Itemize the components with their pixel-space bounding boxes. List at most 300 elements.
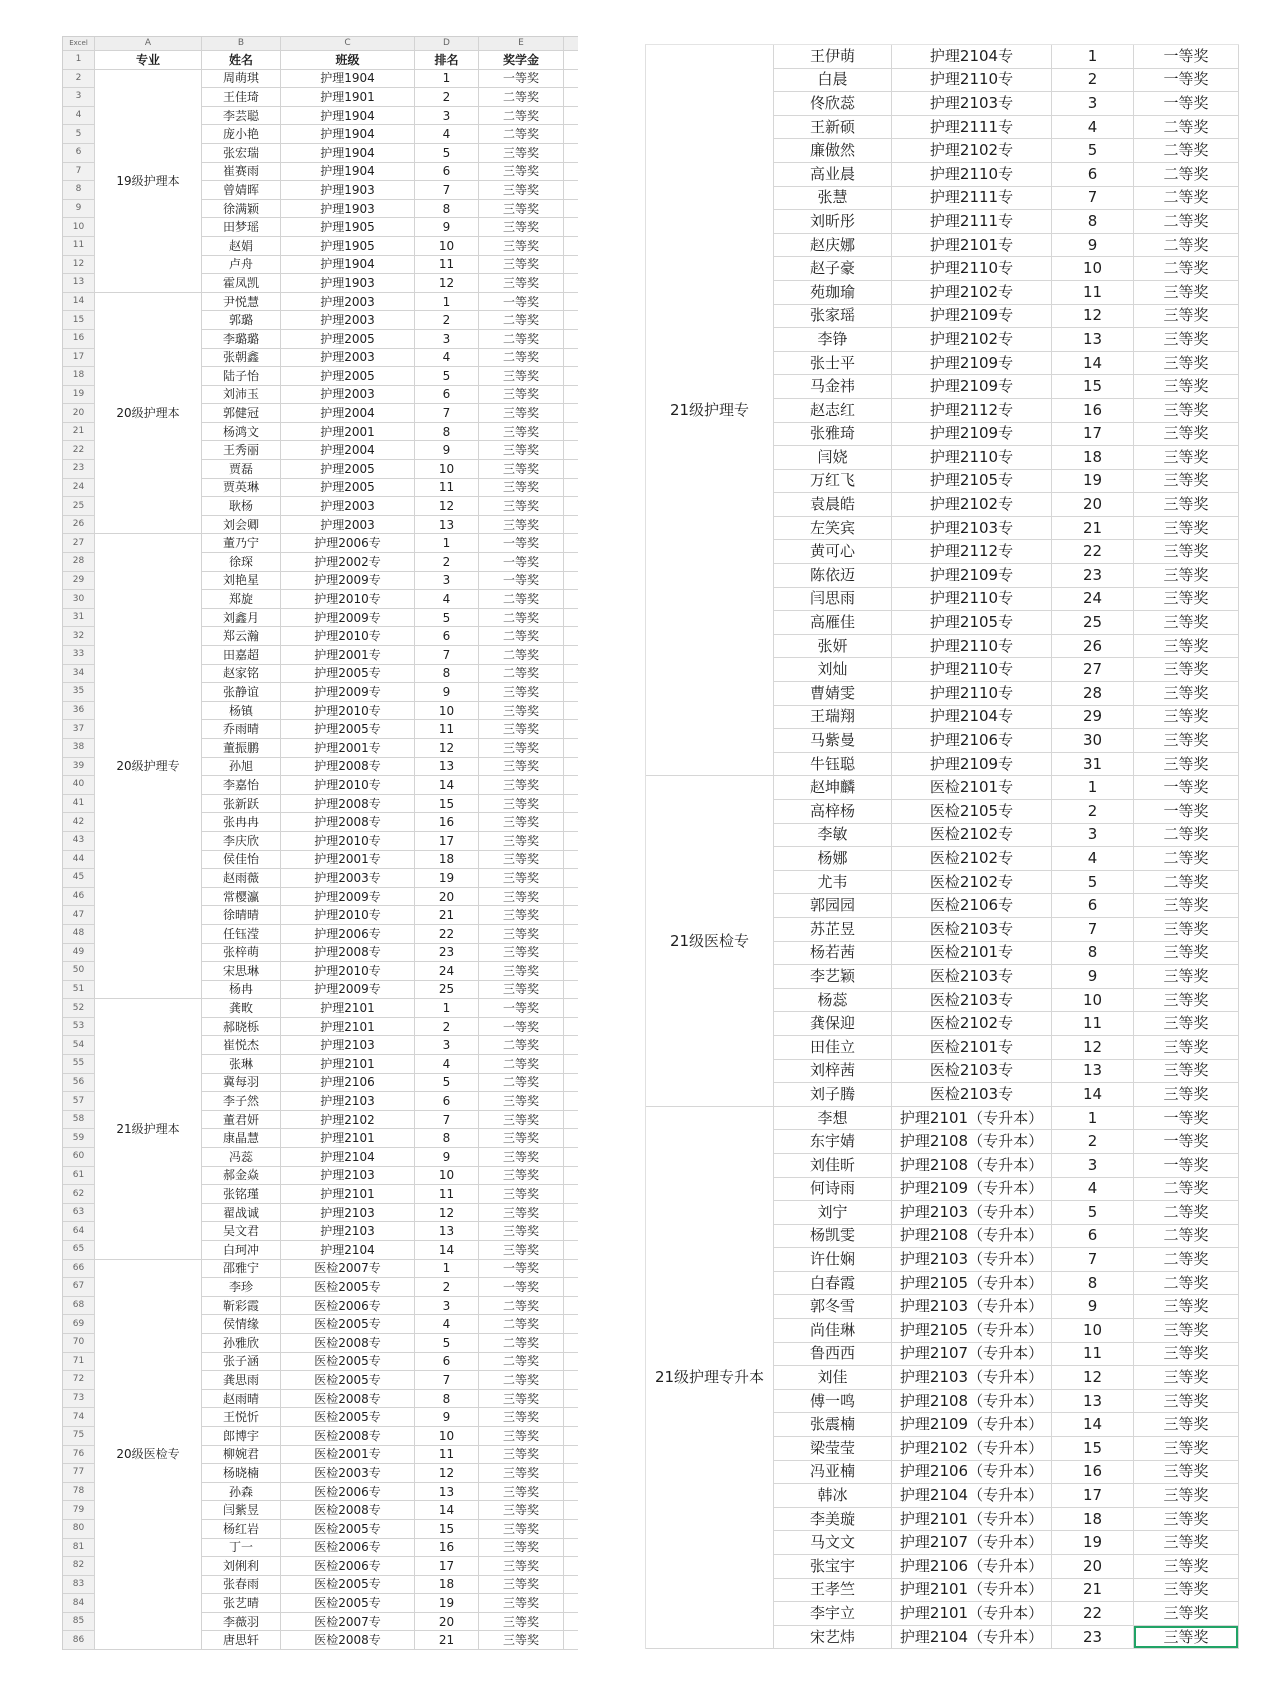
class-cell[interactable]: 护理2003 bbox=[281, 516, 415, 535]
name-cell[interactable]: 李芸聪 bbox=[202, 107, 281, 126]
empty-cell[interactable] bbox=[564, 813, 578, 832]
name-cell[interactable]: 刘鑫月 bbox=[202, 609, 281, 628]
class-cell[interactable]: 护理2005 bbox=[281, 330, 415, 349]
rank-cell[interactable]: 19 bbox=[1052, 470, 1134, 494]
rank-cell[interactable]: 13 bbox=[415, 758, 479, 777]
class-cell[interactable]: 护理2101专 bbox=[892, 234, 1052, 258]
name-cell[interactable]: 马文文 bbox=[774, 1531, 892, 1555]
award-cell[interactable]: 二等奖 bbox=[479, 665, 564, 684]
empty-cell[interactable] bbox=[564, 1074, 578, 1093]
name-cell[interactable]: 侯情缘 bbox=[202, 1315, 281, 1334]
award-cell[interactable]: 三等奖 bbox=[479, 1129, 564, 1148]
class-cell[interactable]: 护理1901 bbox=[281, 88, 415, 107]
class-cell[interactable]: 护理2102专 bbox=[892, 328, 1052, 352]
name-cell[interactable]: 徐晴晴 bbox=[202, 906, 281, 925]
award-cell[interactable]: 二等奖 bbox=[479, 88, 564, 107]
name-cell[interactable]: 高业晨 bbox=[774, 163, 892, 187]
rank-cell[interactable]: 11 bbox=[1052, 1012, 1134, 1036]
row-number[interactable]: 22 bbox=[63, 441, 95, 460]
award-cell[interactable]: 三等奖 bbox=[479, 1557, 564, 1576]
award-cell[interactable]: 三等奖 bbox=[479, 1446, 564, 1465]
row-number[interactable]: 31 bbox=[63, 609, 95, 628]
award-cell[interactable]: 二等奖 bbox=[479, 107, 564, 126]
rank-cell[interactable]: 16 bbox=[415, 1539, 479, 1558]
award-cell[interactable]: 三等奖 bbox=[1134, 1555, 1239, 1579]
rank-cell[interactable]: 13 bbox=[1052, 1060, 1134, 1084]
award-cell[interactable]: 三等奖 bbox=[479, 1148, 564, 1167]
rank-cell[interactable]: 7 bbox=[1052, 918, 1134, 942]
name-cell[interactable]: 苑珈瑜 bbox=[774, 281, 892, 305]
rank-cell[interactable]: 1 bbox=[415, 999, 479, 1018]
name-cell[interactable]: 李艺颖 bbox=[774, 965, 892, 989]
class-cell[interactable]: 护理2009专 bbox=[281, 572, 415, 591]
rank-cell[interactable]: 9 bbox=[1052, 234, 1134, 258]
name-cell[interactable]: 杨冉 bbox=[202, 981, 281, 1000]
empty-cell[interactable] bbox=[564, 646, 578, 665]
award-cell[interactable]: 三等奖 bbox=[479, 720, 564, 739]
row-number[interactable]: 62 bbox=[63, 1185, 95, 1204]
class-cell[interactable]: 护理2105（专升本） bbox=[892, 1319, 1052, 1343]
empty-cell[interactable] bbox=[564, 999, 578, 1018]
major-cell[interactable]: 20级护理本 bbox=[95, 293, 202, 535]
class-cell[interactable]: 护理2109专 bbox=[892, 753, 1052, 777]
empty-cell[interactable] bbox=[564, 516, 578, 535]
award-cell[interactable]: 一等奖 bbox=[1134, 800, 1239, 824]
row-number[interactable]: 33 bbox=[63, 646, 95, 665]
award-cell[interactable]: 三等奖 bbox=[479, 1111, 564, 1130]
class-cell[interactable]: 医检2101专 bbox=[892, 942, 1052, 966]
class-cell[interactable]: 护理2009专 bbox=[281, 683, 415, 702]
row-number[interactable]: 26 bbox=[63, 516, 95, 535]
row-number[interactable]: 16 bbox=[63, 330, 95, 349]
name-cell[interactable]: 张家瑶 bbox=[774, 305, 892, 329]
column-header-extra[interactable] bbox=[564, 37, 578, 51]
class-cell[interactable]: 护理2001专 bbox=[281, 851, 415, 870]
row-number[interactable]: 67 bbox=[63, 1278, 95, 1297]
class-cell[interactable]: 护理2110专 bbox=[892, 682, 1052, 706]
class-cell[interactable]: 医检2003专 bbox=[281, 1464, 415, 1483]
name-cell[interactable]: 尤韦 bbox=[774, 871, 892, 895]
award-cell[interactable]: 二等奖 bbox=[479, 1074, 564, 1093]
name-cell[interactable]: 张宝宇 bbox=[774, 1555, 892, 1579]
name-cell[interactable]: 卢舟 bbox=[202, 256, 281, 275]
header-class[interactable]: 班级 bbox=[281, 51, 415, 70]
rank-cell[interactable]: 6 bbox=[415, 627, 479, 646]
rank-cell[interactable]: 31 bbox=[1052, 753, 1134, 777]
rank-cell[interactable]: 9 bbox=[415, 218, 479, 237]
rank-cell[interactable]: 13 bbox=[415, 1222, 479, 1241]
name-cell[interactable]: 赵雨薇 bbox=[202, 869, 281, 888]
name-cell[interactable]: 刘灿 bbox=[774, 658, 892, 682]
rank-cell[interactable]: 13 bbox=[1052, 1390, 1134, 1414]
row-number[interactable]: 29 bbox=[63, 572, 95, 591]
row-number[interactable]: 53 bbox=[63, 1018, 95, 1037]
class-cell[interactable]: 医检2106专 bbox=[892, 894, 1052, 918]
name-cell[interactable]: 东宇婧 bbox=[774, 1130, 892, 1154]
class-cell[interactable]: 护理2008专 bbox=[281, 795, 415, 814]
class-cell[interactable]: 护理2009专 bbox=[281, 981, 415, 1000]
rank-cell[interactable]: 11 bbox=[415, 256, 479, 275]
empty-cell[interactable] bbox=[564, 553, 578, 572]
name-cell[interactable]: 黄可心 bbox=[774, 540, 892, 564]
award-cell[interactable]: 三等奖 bbox=[1134, 281, 1239, 305]
row-number[interactable]: 82 bbox=[63, 1557, 95, 1576]
class-cell[interactable]: 护理2104专 bbox=[892, 45, 1052, 69]
award-cell[interactable]: 三等奖 bbox=[1134, 1012, 1239, 1036]
rank-cell[interactable]: 24 bbox=[1052, 588, 1134, 612]
class-cell[interactable]: 医检2005专 bbox=[281, 1576, 415, 1595]
rank-cell[interactable]: 3 bbox=[415, 572, 479, 591]
rank-cell[interactable]: 10 bbox=[415, 1427, 479, 1446]
name-cell[interactable]: 崔赛雨 bbox=[202, 163, 281, 182]
rank-cell[interactable]: 13 bbox=[415, 1483, 479, 1502]
name-cell[interactable]: 左笑宾 bbox=[774, 517, 892, 541]
class-cell[interactable]: 护理2106专 bbox=[892, 729, 1052, 753]
empty-cell[interactable] bbox=[564, 1241, 578, 1260]
row-number[interactable]: 25 bbox=[63, 497, 95, 516]
class-cell[interactable]: 医检2006专 bbox=[281, 1539, 415, 1558]
award-cell[interactable]: 三等奖 bbox=[1134, 989, 1239, 1013]
row-number[interactable]: 65 bbox=[63, 1241, 95, 1260]
rank-cell[interactable]: 1 bbox=[1052, 776, 1134, 800]
award-cell[interactable]: 三等奖 bbox=[479, 1613, 564, 1632]
award-cell[interactable]: 三等奖 bbox=[1134, 918, 1239, 942]
award-cell[interactable]: 三等奖 bbox=[479, 367, 564, 386]
empty-cell[interactable] bbox=[564, 330, 578, 349]
award-cell[interactable]: 三等奖 bbox=[479, 1092, 564, 1111]
empty-cell[interactable] bbox=[564, 1353, 578, 1372]
rank-cell[interactable]: 18 bbox=[415, 1576, 479, 1595]
class-cell[interactable]: 护理2104专 bbox=[892, 706, 1052, 730]
rank-cell[interactable]: 7 bbox=[415, 646, 479, 665]
row-number[interactable]: 32 bbox=[63, 627, 95, 646]
name-cell[interactable]: 赵庆娜 bbox=[774, 234, 892, 258]
row-number[interactable]: 14 bbox=[63, 293, 95, 312]
name-cell[interactable]: 王瑞翔 bbox=[774, 706, 892, 730]
name-cell[interactable]: 袁晨皓 bbox=[774, 493, 892, 517]
rank-cell[interactable]: 6 bbox=[415, 386, 479, 405]
class-cell[interactable]: 医检2102专 bbox=[892, 1012, 1052, 1036]
empty-cell[interactable] bbox=[564, 1018, 578, 1037]
row-number[interactable]: 27 bbox=[63, 534, 95, 553]
name-cell[interactable]: 贾英琳 bbox=[202, 479, 281, 498]
row-number[interactable]: 56 bbox=[63, 1074, 95, 1093]
rank-cell[interactable]: 21 bbox=[415, 906, 479, 925]
class-cell[interactable]: 护理2111专 bbox=[892, 210, 1052, 234]
award-cell[interactable]: 三等奖 bbox=[479, 497, 564, 516]
award-cell[interactable]: 三等奖 bbox=[479, 1464, 564, 1483]
name-cell[interactable]: 常樱瀛 bbox=[202, 888, 281, 907]
row-number[interactable]: 50 bbox=[63, 962, 95, 981]
rank-cell[interactable]: 19 bbox=[415, 1594, 479, 1613]
row-number[interactable]: 24 bbox=[63, 479, 95, 498]
rank-cell[interactable]: 1 bbox=[415, 534, 479, 553]
award-cell[interactable]: 三等奖 bbox=[1134, 1579, 1239, 1603]
name-cell[interactable]: 刘沛玉 bbox=[202, 386, 281, 405]
name-cell[interactable]: 翟战诚 bbox=[202, 1204, 281, 1223]
class-cell[interactable]: 护理2109专 bbox=[892, 375, 1052, 399]
award-cell[interactable]: 三等奖 bbox=[479, 386, 564, 405]
empty-cell[interactable] bbox=[564, 665, 578, 684]
empty-cell[interactable] bbox=[564, 851, 578, 870]
award-cell[interactable]: 二等奖 bbox=[1134, 163, 1239, 187]
award-cell[interactable]: 三等奖 bbox=[1134, 1437, 1239, 1461]
name-cell[interactable]: 张慧 bbox=[774, 187, 892, 211]
rank-cell[interactable]: 12 bbox=[1052, 305, 1134, 329]
name-cell[interactable]: 任钰滢 bbox=[202, 925, 281, 944]
row-number[interactable]: 6 bbox=[63, 144, 95, 163]
rank-cell[interactable]: 8 bbox=[415, 1390, 479, 1409]
rank-cell[interactable]: 30 bbox=[1052, 729, 1134, 753]
award-cell[interactable]: 三等奖 bbox=[479, 218, 564, 237]
row-number[interactable]: 18 bbox=[63, 367, 95, 386]
class-cell[interactable]: 护理2110专 bbox=[892, 163, 1052, 187]
name-cell[interactable]: 郑旋 bbox=[202, 590, 281, 609]
empty-cell[interactable] bbox=[564, 1092, 578, 1111]
name-cell[interactable]: 尹悦慧 bbox=[202, 293, 281, 312]
empty-cell[interactable] bbox=[564, 795, 578, 814]
class-cell[interactable]: 护理2106 bbox=[281, 1074, 415, 1093]
award-cell[interactable]: 三等奖 bbox=[1134, 942, 1239, 966]
row-number[interactable]: 21 bbox=[63, 423, 95, 442]
name-cell[interactable]: 刘会卿 bbox=[202, 516, 281, 535]
name-cell[interactable]: 李嘉怡 bbox=[202, 776, 281, 795]
name-cell[interactable]: 赵家铭 bbox=[202, 665, 281, 684]
name-cell[interactable]: 邵雅宁 bbox=[202, 1260, 281, 1279]
class-cell[interactable]: 护理2003 bbox=[281, 293, 415, 312]
header-award[interactable]: 奖学金 bbox=[479, 51, 564, 70]
name-cell[interactable]: 董君妍 bbox=[202, 1111, 281, 1130]
row-number[interactable]: 20 bbox=[63, 404, 95, 423]
class-cell[interactable]: 护理2104（专升本） bbox=[892, 1484, 1052, 1508]
name-cell[interactable]: 梁莹莹 bbox=[774, 1437, 892, 1461]
award-cell[interactable]: 二等奖 bbox=[479, 1371, 564, 1390]
rank-cell[interactable]: 5 bbox=[415, 144, 479, 163]
class-cell[interactable]: 护理1904 bbox=[281, 144, 415, 163]
empty-cell[interactable] bbox=[564, 702, 578, 721]
rank-cell[interactable]: 9 bbox=[415, 1148, 479, 1167]
rank-cell[interactable]: 6 bbox=[1052, 163, 1134, 187]
rank-cell[interactable]: 5 bbox=[1052, 139, 1134, 163]
row-number[interactable]: 2 bbox=[63, 70, 95, 89]
rank-cell[interactable]: 10 bbox=[415, 702, 479, 721]
empty-cell[interactable] bbox=[564, 274, 578, 293]
header-major[interactable]: 专业 bbox=[95, 51, 202, 70]
row-number[interactable]: 43 bbox=[63, 832, 95, 851]
rank-cell[interactable]: 3 bbox=[415, 1297, 479, 1316]
rank-cell[interactable]: 20 bbox=[415, 1613, 479, 1632]
name-cell[interactable]: 郑云瀚 bbox=[202, 627, 281, 646]
rank-cell[interactable]: 11 bbox=[1052, 1343, 1134, 1367]
class-cell[interactable]: 护理2005专 bbox=[281, 720, 415, 739]
class-cell[interactable]: 护理2103（专升本） bbox=[892, 1201, 1052, 1225]
row-number[interactable]: 80 bbox=[63, 1520, 95, 1539]
class-cell[interactable]: 护理1904 bbox=[281, 256, 415, 275]
name-cell[interactable]: 杨晓楠 bbox=[202, 1464, 281, 1483]
rank-cell[interactable]: 12 bbox=[415, 739, 479, 758]
rank-cell[interactable]: 16 bbox=[1052, 1461, 1134, 1485]
award-cell[interactable]: 二等奖 bbox=[479, 311, 564, 330]
award-cell[interactable]: 三等奖 bbox=[1134, 682, 1239, 706]
major-cell[interactable]: 21级医检专 bbox=[646, 776, 774, 1106]
row-number[interactable]: 52 bbox=[63, 999, 95, 1018]
class-cell[interactable]: 护理2103专 bbox=[892, 92, 1052, 116]
rank-cell[interactable]: 4 bbox=[415, 1315, 479, 1334]
award-cell[interactable]: 二等奖 bbox=[1134, 116, 1239, 140]
empty-cell[interactable] bbox=[564, 1520, 578, 1539]
rank-cell[interactable]: 21 bbox=[1052, 517, 1134, 541]
row-number[interactable]: 1 bbox=[63, 51, 95, 70]
rank-cell[interactable]: 18 bbox=[1052, 1508, 1134, 1532]
class-cell[interactable]: 护理2110专 bbox=[892, 446, 1052, 470]
row-number[interactable]: 60 bbox=[63, 1148, 95, 1167]
name-cell[interactable]: 冯亚楠 bbox=[774, 1461, 892, 1485]
award-cell[interactable]: 二等奖 bbox=[1134, 139, 1239, 163]
rank-cell[interactable]: 1 bbox=[1052, 1107, 1134, 1131]
row-number[interactable]: 70 bbox=[63, 1334, 95, 1353]
rank-cell[interactable]: 3 bbox=[415, 107, 479, 126]
award-cell[interactable]: 一等奖 bbox=[1134, 1154, 1239, 1178]
rank-cell[interactable]: 11 bbox=[415, 479, 479, 498]
name-cell[interactable]: 郭冬雪 bbox=[774, 1295, 892, 1319]
award-cell[interactable]: 三等奖 bbox=[1134, 611, 1239, 635]
empty-cell[interactable] bbox=[564, 888, 578, 907]
award-cell[interactable]: 三等奖 bbox=[479, 1576, 564, 1595]
class-cell[interactable]: 护理1904 bbox=[281, 125, 415, 144]
class-cell[interactable]: 医检2103专 bbox=[892, 989, 1052, 1013]
class-cell[interactable]: 护理1904 bbox=[281, 163, 415, 182]
name-cell[interactable]: 陆子怡 bbox=[202, 367, 281, 386]
row-number[interactable]: 12 bbox=[63, 256, 95, 275]
row-number[interactable]: 64 bbox=[63, 1222, 95, 1241]
name-cell[interactable]: 侯佳怡 bbox=[202, 851, 281, 870]
name-cell[interactable]: 闫娆 bbox=[774, 446, 892, 470]
award-cell[interactable]: 三等奖 bbox=[479, 702, 564, 721]
empty-cell[interactable] bbox=[564, 497, 578, 516]
row-number[interactable]: 85 bbox=[63, 1613, 95, 1632]
name-cell[interactable]: 李薇羽 bbox=[202, 1613, 281, 1632]
class-cell[interactable]: 护理1904 bbox=[281, 70, 415, 89]
rank-cell[interactable]: 5 bbox=[415, 1334, 479, 1353]
empty-cell[interactable] bbox=[564, 906, 578, 925]
rank-cell[interactable]: 3 bbox=[1052, 824, 1134, 848]
award-cell[interactable]: 三等奖 bbox=[1134, 564, 1239, 588]
row-number[interactable]: 51 bbox=[63, 981, 95, 1000]
class-cell[interactable]: 护理2110专 bbox=[892, 69, 1052, 93]
name-cell[interactable]: 马紫曼 bbox=[774, 729, 892, 753]
award-cell[interactable]: 三等奖 bbox=[479, 404, 564, 423]
rank-cell[interactable]: 17 bbox=[415, 832, 479, 851]
name-cell[interactable]: 郝金焱 bbox=[202, 1167, 281, 1186]
name-cell[interactable]: 龚思雨 bbox=[202, 1371, 281, 1390]
award-cell[interactable]: 三等奖 bbox=[479, 441, 564, 460]
award-cell[interactable]: 二等奖 bbox=[1134, 1178, 1239, 1202]
rank-cell[interactable]: 10 bbox=[415, 1167, 479, 1186]
name-cell[interactable]: 柳婉君 bbox=[202, 1446, 281, 1465]
class-cell[interactable]: 医检2008专 bbox=[281, 1501, 415, 1520]
award-cell[interactable]: 二等奖 bbox=[1134, 1201, 1239, 1225]
award-cell[interactable]: 三等奖 bbox=[479, 906, 564, 925]
rank-cell[interactable]: 4 bbox=[415, 349, 479, 368]
name-cell[interactable]: 苏芷昱 bbox=[774, 918, 892, 942]
name-cell[interactable]: 刘俐利 bbox=[202, 1557, 281, 1576]
rank-cell[interactable]: 7 bbox=[415, 1111, 479, 1130]
class-cell[interactable]: 护理2104（专升本） bbox=[892, 1626, 1052, 1650]
name-cell[interactable]: 靳彩霞 bbox=[202, 1297, 281, 1316]
rank-cell[interactable]: 6 bbox=[1052, 1225, 1134, 1249]
name-cell[interactable]: 田梦瑶 bbox=[202, 218, 281, 237]
award-cell[interactable]: 三等奖 bbox=[1134, 706, 1239, 730]
award-cell[interactable]: 三等奖 bbox=[479, 163, 564, 182]
award-cell[interactable]: 三等奖 bbox=[1134, 352, 1239, 376]
name-cell[interactable]: 李珍 bbox=[202, 1278, 281, 1297]
class-cell[interactable]: 医检2103专 bbox=[892, 1083, 1052, 1107]
name-cell[interactable]: 张雅琦 bbox=[774, 423, 892, 447]
name-cell[interactable]: 高雁佳 bbox=[774, 611, 892, 635]
name-cell[interactable]: 孙旭 bbox=[202, 758, 281, 777]
row-number[interactable]: 47 bbox=[63, 906, 95, 925]
row-number[interactable]: 9 bbox=[63, 200, 95, 219]
name-cell[interactable]: 李宇立 bbox=[774, 1602, 892, 1626]
class-cell[interactable]: 护理2104 bbox=[281, 1241, 415, 1260]
name-cell[interactable]: 万红飞 bbox=[774, 470, 892, 494]
name-cell[interactable]: 赵娟 bbox=[202, 237, 281, 256]
empty-cell[interactable] bbox=[564, 832, 578, 851]
rank-cell[interactable]: 8 bbox=[1052, 210, 1134, 234]
award-cell[interactable]: 三等奖 bbox=[1134, 1319, 1239, 1343]
class-cell[interactable]: 医检2005专 bbox=[281, 1278, 415, 1297]
class-cell[interactable]: 护理2103 bbox=[281, 1167, 415, 1186]
rank-cell[interactable]: 2 bbox=[415, 88, 479, 107]
class-cell[interactable]: 护理2010专 bbox=[281, 627, 415, 646]
name-cell[interactable]: 杨红岩 bbox=[202, 1520, 281, 1539]
name-cell[interactable]: 丁一 bbox=[202, 1539, 281, 1558]
row-number[interactable]: 68 bbox=[63, 1297, 95, 1316]
class-cell[interactable]: 医检2102专 bbox=[892, 847, 1052, 871]
empty-cell[interactable] bbox=[564, 627, 578, 646]
row-number[interactable]: 11 bbox=[63, 237, 95, 256]
class-cell[interactable]: 护理1905 bbox=[281, 218, 415, 237]
rank-cell[interactable]: 5 bbox=[1052, 871, 1134, 895]
empty-cell[interactable] bbox=[564, 441, 578, 460]
award-cell[interactable]: 二等奖 bbox=[479, 1297, 564, 1316]
award-cell[interactable]: 二等奖 bbox=[479, 609, 564, 628]
name-cell[interactable]: 张春雨 bbox=[202, 1576, 281, 1595]
class-cell[interactable]: 医检2001专 bbox=[281, 1446, 415, 1465]
row-number[interactable]: 81 bbox=[63, 1539, 95, 1558]
award-cell[interactable]: 三等奖 bbox=[479, 1185, 564, 1204]
award-cell[interactable]: 三等奖 bbox=[479, 181, 564, 200]
class-cell[interactable]: 护理2009专 bbox=[281, 609, 415, 628]
name-cell[interactable]: 乔雨晴 bbox=[202, 720, 281, 739]
name-cell[interactable]: 张艺晴 bbox=[202, 1594, 281, 1613]
award-cell[interactable]: 二等奖 bbox=[479, 627, 564, 646]
award-cell[interactable]: 三等奖 bbox=[479, 274, 564, 293]
class-cell[interactable]: 医检2008专 bbox=[281, 1631, 415, 1650]
class-cell[interactable]: 护理2108（专升本） bbox=[892, 1154, 1052, 1178]
class-cell[interactable]: 护理2009专 bbox=[281, 888, 415, 907]
name-cell[interactable]: 许仕娴 bbox=[774, 1248, 892, 1272]
award-cell[interactable]: 三等奖 bbox=[1134, 1602, 1239, 1626]
name-cell[interactable]: 张宏瑞 bbox=[202, 144, 281, 163]
name-cell[interactable]: 杨镇 bbox=[202, 702, 281, 721]
name-cell[interactable]: 白晨 bbox=[774, 69, 892, 93]
award-cell[interactable]: 三等奖 bbox=[1134, 423, 1239, 447]
empty-cell[interactable] bbox=[564, 1148, 578, 1167]
award-cell[interactable]: 三等奖 bbox=[479, 1520, 564, 1539]
rank-cell[interactable]: 7 bbox=[415, 181, 479, 200]
rank-cell[interactable]: 9 bbox=[415, 1408, 479, 1427]
